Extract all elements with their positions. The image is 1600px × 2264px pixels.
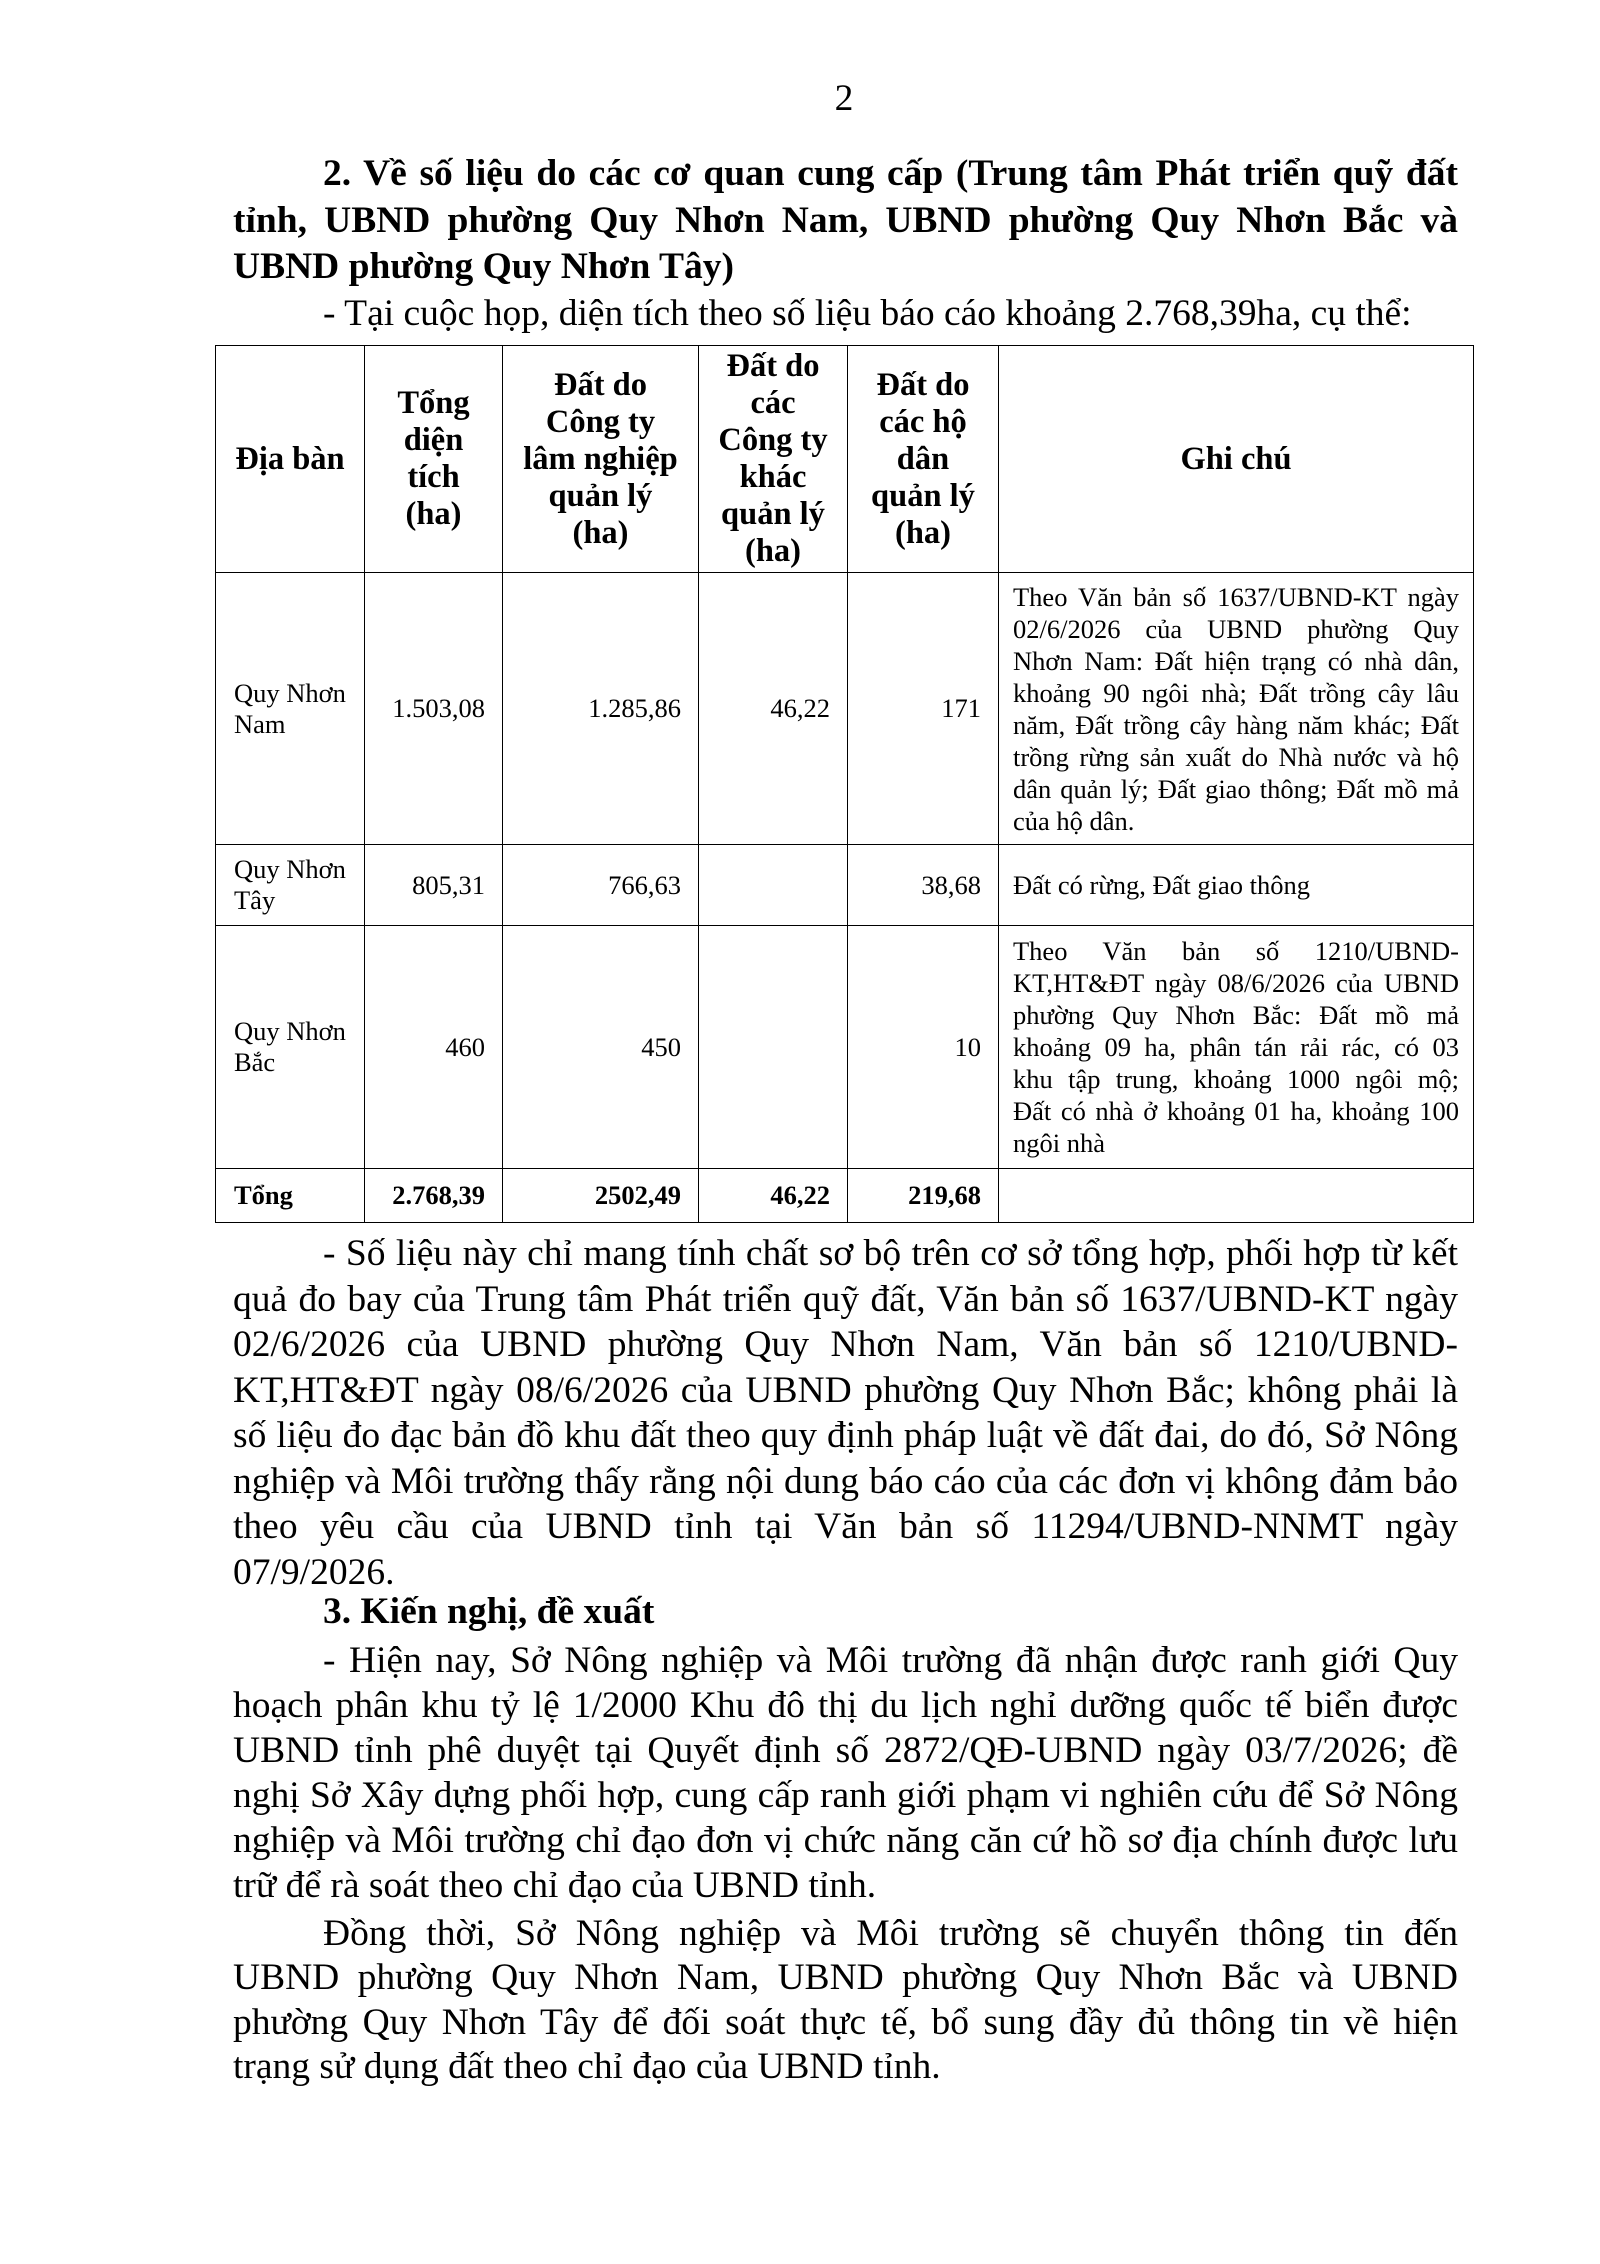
cell-households: 219,68 bbox=[848, 1169, 999, 1223]
note-line: trồng rừng sản xuất do Nhà nước và hộ bbox=[1013, 741, 1459, 772]
section-2-heading bbox=[233, 151, 1458, 291]
cell-other-companies: 46,22 bbox=[699, 573, 848, 845]
paragraph-line: UBND phường Quy Nhơn Nam, UBND phường Quy Nhơn Bắc và UBND bbox=[233, 1957, 1458, 1999]
cell-total-area: 805,31 bbox=[365, 845, 503, 926]
table-row bbox=[216, 573, 1474, 845]
cell-notes bbox=[999, 845, 1474, 926]
paragraph-line: theo yêu cầu của UBND tỉnh tại Văn bản số 11294/UBND-NNMT ngày bbox=[233, 1506, 1458, 1547]
table-row bbox=[216, 845, 1474, 926]
paragraph-line: nghiệp và Môi trường chỉ đạo đơn vị chức năng căn cứ hồ sơ địa chính được lưu bbox=[233, 1820, 1458, 1862]
header-area: Địa bàn bbox=[216, 346, 365, 573]
paragraph-line: KT,HT&ĐT ngày 08/6/2026 của UBND phường Quy Nhơn Bắc; không phải là bbox=[233, 1369, 1458, 1411]
note-line: dân quản lý; Đất giao thông; Đất mồ mả bbox=[1013, 773, 1459, 804]
paragraph-line: 02/6/2026 của UBND phường Quy Nhơn Nam, Văn bản số 1210/UBND- bbox=[233, 1324, 1458, 1365]
paragraph-line: UBND tỉnh phê duyệt tại Quyết định số 2872/QĐ-UBND ngày 03/7/2026; đề bbox=[233, 1730, 1458, 1772]
paragraph-line: nghị Sở Xây dựng phối hợp, cung cấp ranh giới phạm vi nghiên cứu để Sở Nông bbox=[233, 1775, 1458, 1817]
area-table bbox=[215, 345, 1474, 1223]
cell-area: Quy Nhơn Nam bbox=[216, 573, 365, 845]
paragraph-line: - Số liệu này chỉ mang tính chất sơ bộ trên cơ sở tổng hợp, phối hợp từ kết bbox=[323, 1233, 1458, 1274]
note-line: phường Quy Nhơn Bắc: Đất mồ mả bbox=[1013, 1000, 1459, 1030]
cell-households: 38,68 bbox=[848, 845, 999, 926]
header-other-companies: Đất do các Công ty khác quản lý (ha) bbox=[699, 346, 848, 573]
cell-other-companies bbox=[699, 845, 848, 926]
cell-total-label: Tổng bbox=[216, 1169, 365, 1223]
cell-forestry-company: 1.285,86 bbox=[503, 573, 699, 845]
note-line: Đất có nhà ở khoảng 01 ha, khoảng 100 bbox=[1013, 1096, 1459, 1126]
note-line: năm, Đất trồng cây hàng năm khác; Đất bbox=[1013, 709, 1459, 740]
paragraph-line: quả đo bay của Trung tâm Phát triển quỹ đất, Văn bản số 1637/UBND-KT ngày bbox=[233, 1278, 1458, 1320]
note-line: khu tập trung, khoảng 1000 ngôi mộ; bbox=[1013, 1064, 1459, 1094]
table-header-row bbox=[216, 346, 1474, 573]
header-forestry-company: Đất do Công ty lâm nghiệp quản lý (ha) bbox=[503, 346, 699, 573]
cell-notes bbox=[999, 926, 1474, 1169]
paragraph-line: Đồng thời, Sở Nông nghiệp và Môi trường sẽ chuyển thông tin đến bbox=[323, 1913, 1458, 1954]
note-line: Theo Văn bản số 1637/UBND-KT ngày bbox=[1013, 581, 1459, 612]
cell-other-companies: 46,22 bbox=[699, 1169, 848, 1223]
note-line: ngôi nhà bbox=[1013, 1128, 1105, 1158]
heading-line: 2. Về số liệu do các cơ quan cung cấp (Trung tâm Phát triển quỹ đất bbox=[323, 153, 1458, 194]
heading-line: UBND phường Quy Nhơn Tây) bbox=[233, 246, 734, 287]
cell-other-companies bbox=[699, 926, 848, 1169]
header-households: Đất do các hộ dân quản lý (ha) bbox=[848, 346, 999, 573]
paragraph-line: trạng sử dụng đất theo chỉ đạo của UBND tỉnh. bbox=[233, 2046, 941, 2088]
cell-area: Quy Nhơn Tây bbox=[216, 845, 365, 926]
cell-forestry-company: 450 bbox=[503, 926, 699, 1169]
note-line: Nhơn Nam: Đất hiện trạng có nhà dân, bbox=[1013, 645, 1459, 676]
cell-total-area: 1.503,08 bbox=[365, 573, 503, 845]
cell-total-area: 2.768,39 bbox=[365, 1169, 503, 1223]
cell-total-area: 460 bbox=[365, 926, 503, 1169]
paragraph-line: hoạch phân khu tỷ lệ 1/2000 Khu đô thị du lịch nghỉ dưỡng quốc tế biển được bbox=[233, 1685, 1458, 1727]
header-notes: Ghi chú bbox=[999, 346, 1474, 573]
paragraph-line: - Hiện nay, Sở Nông nghiệp và Môi trường đã nhận được ranh giới Quy bbox=[323, 1640, 1458, 1681]
total-row bbox=[216, 1169, 1474, 1223]
paragraph-line: nghiệp và Môi trường thấy rằng nội dung báo cáo của các đơn vị không đảm bảo bbox=[233, 1460, 1458, 1502]
cell-area: Quy Nhơn Bắc bbox=[216, 926, 365, 1169]
cell-notes bbox=[999, 1169, 1474, 1223]
note-line: Theo Văn bản số 1210/UBND- bbox=[1013, 936, 1459, 966]
page-number: 2 bbox=[834, 78, 854, 119]
cell-forestry-company: 766,63 bbox=[503, 845, 699, 926]
cell-notes bbox=[999, 573, 1474, 845]
note-line: của hộ dân. bbox=[1013, 805, 1135, 836]
paragraph-line: phường Quy Nhơn Tây để đối soát thực tế, bổ sung đầy đủ thông tin về hiện bbox=[233, 2001, 1458, 2043]
table-row bbox=[216, 926, 1474, 1169]
coordination-paragraph bbox=[233, 1912, 1458, 2090]
note-line: khoảng 09 ha, phân tán rải rác, có 03 bbox=[1013, 1032, 1459, 1062]
note-line: khoảng 90 ngôi nhà; Đất trồng cây lâu bbox=[1013, 677, 1459, 708]
section-3-heading: 3. Kiến nghị, đề xuất bbox=[323, 1591, 655, 1632]
paragraph-line: trữ để rà soát theo chỉ đạo của UBND tỉnh. bbox=[233, 1865, 877, 1907]
paragraph-line: số liệu đo đạc bản đồ khu đất theo quy định pháp luật về đất đai, do đó, Sở Nông bbox=[233, 1415, 1458, 1456]
cell-forestry-company: 2502,49 bbox=[503, 1169, 699, 1223]
note-line: 02/6/2026 của UBND phường Quy bbox=[1013, 613, 1459, 644]
header-total-area: Tổng diện tích (ha) bbox=[365, 346, 503, 573]
intro-line: - Tại cuộc họp, diện tích theo số liệu báo cáo khoảng 2.768,39ha, cụ thể: bbox=[323, 293, 1412, 334]
note-line: KT,HT&ĐT ngày 08/6/2026 của UBND bbox=[1013, 968, 1459, 998]
note-line: Đất có rừng, Đất giao thông bbox=[1013, 870, 1310, 900]
heading-line: tỉnh, UBND phường Quy Nhơn Nam, UBND phường Quy Nhơn Bắc và bbox=[233, 199, 1458, 241]
recommendation-paragraph bbox=[233, 1638, 1458, 1909]
cell-households: 171 bbox=[848, 573, 999, 845]
paragraph-line: 07/9/2026. bbox=[233, 1551, 395, 1593]
cell-households: 10 bbox=[848, 926, 999, 1169]
data-remark-paragraph bbox=[233, 1231, 1458, 1595]
